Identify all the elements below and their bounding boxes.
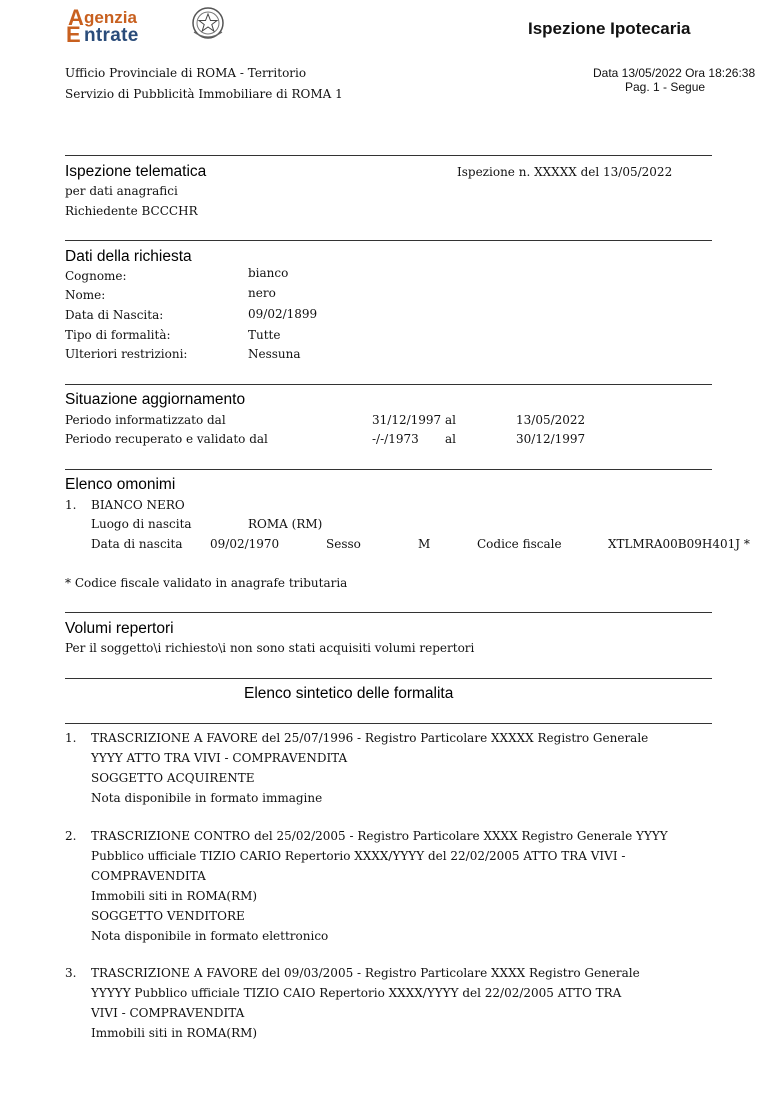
formalita-item bbox=[65, 826, 705, 946]
formalita-number: 2. bbox=[65, 829, 77, 843]
richiesta-value-restrizioni: Nessuna bbox=[248, 347, 301, 361]
formalita-line: YYYYY Pubblico ufficiale TIZIO CAIO Repertorio XXXX/YYYY del 22/02/2005 ATTO TRA bbox=[91, 986, 622, 1000]
aggiornamento-label: Periodo informatizzato dal bbox=[65, 413, 226, 427]
formalita-line: Nota disponibile in formato immagine bbox=[91, 791, 323, 805]
omonimo-cf-label: Codice fiscale bbox=[477, 537, 562, 551]
section-title-formalita: Elenco sintetico delle formalita bbox=[244, 685, 454, 702]
formalita-line: SOGGETTO ACQUIRENTE bbox=[91, 771, 255, 785]
omonimo-name: BIANCO NERO bbox=[91, 498, 185, 512]
formalita-line: VIVI - COMPRAVENDITA bbox=[91, 1006, 245, 1020]
agenzia-entrate-logo bbox=[64, 4, 229, 46]
formalita-line: SOGGETTO VENDITORE bbox=[91, 909, 245, 923]
omonimo-sesso-label: Sesso bbox=[326, 537, 361, 551]
section-title-aggiornamento: Situazione aggiornamento bbox=[65, 391, 246, 408]
richiesta-label-cognome: Cognome: bbox=[65, 269, 127, 283]
formalita-item bbox=[65, 728, 705, 808]
aggiornamento-label: Periodo recuperato e validato dal bbox=[65, 432, 268, 446]
ispezione-line-2: Richiedente BCCCHR bbox=[65, 204, 198, 218]
office-line-2: Servizio di Pubblicità Immobiliare di ROMA 1 bbox=[65, 87, 343, 101]
formalita-line: Immobili siti in ROMA(RM) bbox=[91, 889, 258, 903]
formalita-line: TRASCRIZIONE A FAVORE del 09/03/2005 - Registro Particolare XXXX Registro Generale bbox=[91, 966, 640, 980]
aggiornamento-from: 31/12/1997 bbox=[372, 413, 442, 427]
divider bbox=[65, 469, 712, 470]
richiesta-value-cognome: bianco bbox=[248, 266, 289, 280]
date-time-stamp: Data 13/05/2022 Ora 18:26:38 bbox=[593, 66, 756, 80]
richiesta-label-nome: Nome: bbox=[65, 288, 106, 302]
omonimo-cf-value: XTLMRA00B09H401J * bbox=[608, 537, 750, 551]
section-title-ispezione: Ispezione telematica bbox=[65, 163, 207, 180]
formalita-line: Immobili siti in ROMA(RM) bbox=[91, 1026, 258, 1040]
omonimo-data-label: Data di nascita bbox=[91, 537, 183, 551]
omonimi-footnote: * Codice fiscale validato in anagrafe tributaria bbox=[65, 576, 348, 590]
omonimo-number: 1. bbox=[65, 498, 77, 512]
formalita-line: TRASCRIZIONE CONTRO del 25/02/2005 - Registro Particolare XXXX Registro Generale YYYY bbox=[91, 829, 668, 843]
omonimo-luogo-value: ROMA (RM) bbox=[248, 517, 323, 531]
divider bbox=[65, 678, 712, 679]
formalita-line: YYYY ATTO TRA VIVI - COMPRAVENDITA bbox=[91, 751, 348, 765]
aggiornamento-al: al bbox=[445, 432, 456, 446]
richiesta-label-tipo-formalita: Tipo di formalità: bbox=[65, 328, 171, 342]
section-title-richiesta: Dati della richiesta bbox=[65, 248, 192, 265]
formalita-item bbox=[65, 963, 705, 1043]
formalita-number: 3. bbox=[65, 966, 77, 980]
formalita-line: COMPRAVENDITA bbox=[91, 869, 206, 883]
volumi-text: Per il soggetto\i richiesto\i non sono stati acquisiti volumi repertori bbox=[65, 641, 475, 655]
aggiornamento-from: -/-/1973 bbox=[372, 432, 419, 446]
divider bbox=[65, 612, 712, 613]
section-title-omonimi: Elenco omonimi bbox=[65, 476, 176, 493]
logo-word-genzia: genzia bbox=[84, 8, 137, 27]
divider bbox=[65, 240, 712, 241]
italian-emblem-icon bbox=[191, 4, 225, 42]
richiesta-value-tipo-formalita: Tutte bbox=[248, 328, 281, 342]
divider bbox=[65, 384, 712, 385]
divider bbox=[65, 723, 712, 724]
formalita-line: Nota disponibile in formato elettronico bbox=[91, 929, 329, 943]
formalita-number: 1. bbox=[65, 731, 77, 745]
aggiornamento-to: 13/05/2022 bbox=[516, 413, 586, 427]
office-line-1: Ufficio Provinciale di ROMA - Territorio bbox=[65, 66, 307, 80]
richiesta-label-data-nascita: Data di Nascita: bbox=[65, 308, 164, 322]
document-title: Ispezione Ipotecaria bbox=[528, 19, 691, 38]
richiesta-label-restrizioni: Ulteriori restrizioni: bbox=[65, 347, 188, 361]
omonimo-data-value: 09/02/1970 bbox=[210, 537, 280, 551]
aggiornamento-to: 30/12/1997 bbox=[516, 432, 586, 446]
logo-initial-a: A bbox=[68, 5, 84, 30]
omonimo-sesso-value: M bbox=[418, 537, 431, 551]
divider bbox=[65, 155, 712, 156]
logo-word-ntrate: ntrate bbox=[84, 25, 139, 46]
formalita-line: TRASCRIZIONE A FAVORE del 25/07/1996 - Registro Particolare XXXXX Registro Generale bbox=[91, 731, 649, 745]
omonimo-luogo-label: Luogo di nascita bbox=[91, 517, 192, 531]
ispezione-number: Ispezione n. XXXXX del 13/05/2022 bbox=[457, 165, 673, 179]
richiesta-value-nome: nero bbox=[248, 286, 276, 300]
richiesta-value-data-nascita: 09/02/1899 bbox=[248, 307, 318, 321]
ispezione-line-1: per dati anagrafici bbox=[65, 184, 178, 198]
page-indicator: Pag. 1 - Segue bbox=[625, 80, 706, 94]
aggiornamento-al: al bbox=[445, 413, 456, 427]
logo-initial-e: E bbox=[66, 22, 81, 47]
formalita-line: Pubblico ufficiale TIZIO CARIO Repertorio XXXX/YYYY del 22/02/2005 ATTO TRA VIVI - bbox=[91, 849, 626, 863]
section-title-volumi: Volumi repertori bbox=[65, 620, 174, 637]
